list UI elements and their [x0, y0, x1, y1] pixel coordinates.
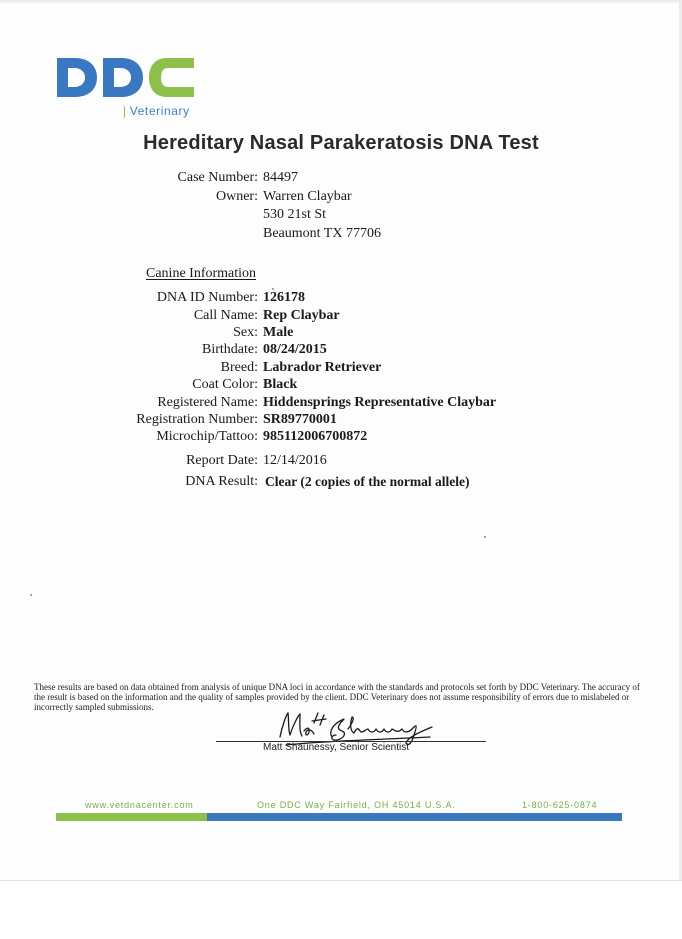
case-number-row: [0, 170, 682, 188]
field-row: Coat Color: Black: [192, 377, 298, 392]
field-row: Microchip/Tattoo: 985112006700872: [156, 429, 368, 444]
scan-edge: [0, 0, 682, 4]
scan-bottom-area: [0, 880, 682, 939]
ddc-logo-mark: [55, 55, 205, 103]
dna-result-value: Clear (2 copies of the normal allele): [265, 474, 470, 489]
dna-result-label: DNA Result:: [185, 474, 258, 489]
birthdate-value: 08/24/2015: [263, 342, 327, 357]
case-number-value: 84497: [263, 170, 298, 185]
footer-phone: 1-800-625-0874: [522, 800, 598, 810]
canine-information-heading: Canine Information: [146, 266, 257, 281]
footer-website-link[interactable]: www.vetdnacenter.com: [85, 800, 194, 810]
report-date-value: 12/14/2016: [263, 453, 327, 468]
logo-letter-c: [149, 58, 194, 97]
dna-id-value: 126178: [263, 290, 305, 305]
microchip-value: 985112006700872: [263, 429, 368, 444]
coat-color-value: Black: [263, 377, 298, 392]
scan-speck: [30, 594, 32, 596]
field-row: Sex: Male: [233, 325, 294, 340]
field-row: Call Name: Rep Claybar: [193, 308, 340, 323]
breed-value: Labrador Retriever: [263, 360, 382, 375]
footer-bar-blue: [207, 813, 622, 821]
report-date-label: Report Date:: [186, 453, 258, 468]
call-name-value: Rep Claybar: [263, 308, 340, 323]
registration-number-value: SR89770001: [263, 412, 337, 427]
report-date-row: [0, 453, 682, 471]
sex-value: Male: [263, 325, 294, 340]
field-row: Registered Name: Hiddensprings Representative Claybar: [157, 395, 497, 410]
signer-name: Matt Shaunessy, Senior Scientist: [263, 742, 409, 753]
scan-speck: [484, 536, 486, 538]
owner-label: Owner:: [216, 189, 258, 204]
disclaimer-text: These results are based on data obtained from analysis of unique DNA loci in accordance with the standards and protocols set forth by DDC Veterinary. The accuracy of the result is based on the information and the quality of samples provided by the client. DDC Veterinary does not assume responsibility of errors due to mislabeled or incorrectly sampled submissions.: [34, 682, 640, 712]
ddc-veterinary-logo: [55, 55, 205, 121]
field-row: Registration Number: SR89770001: [136, 412, 337, 427]
footer-bar-green: [56, 813, 207, 821]
logo-letter-d1: [57, 58, 97, 97]
owner-address-line2: Beaumont TX 77706: [263, 226, 381, 241]
owner-name: Warren Claybar: [263, 189, 352, 204]
logo-subtitle: | Veterinary: [123, 104, 190, 118]
owner-row: [0, 189, 682, 207]
field-row: DNA ID Number: 126178: [156, 290, 305, 305]
registered-name-value: Hiddensprings Representative Claybar: [263, 395, 497, 410]
scan-speck: [272, 288, 274, 290]
owner-address-line1: 530 21st St: [263, 207, 327, 222]
field-row: Birthdate: 08/24/2015: [202, 342, 327, 357]
case-number-label: Case Number:: [177, 170, 258, 185]
footer-address: One DDC Way Fairfield, OH 45014 U.S.A.: [257, 800, 456, 810]
field-row: Breed: Labrador Retriever: [220, 360, 382, 375]
dna-result-row: [0, 474, 682, 492]
logo-letter-d2: [103, 58, 143, 97]
document-title: Hereditary Nasal Parakeratosis DNA Test: [143, 132, 539, 154]
